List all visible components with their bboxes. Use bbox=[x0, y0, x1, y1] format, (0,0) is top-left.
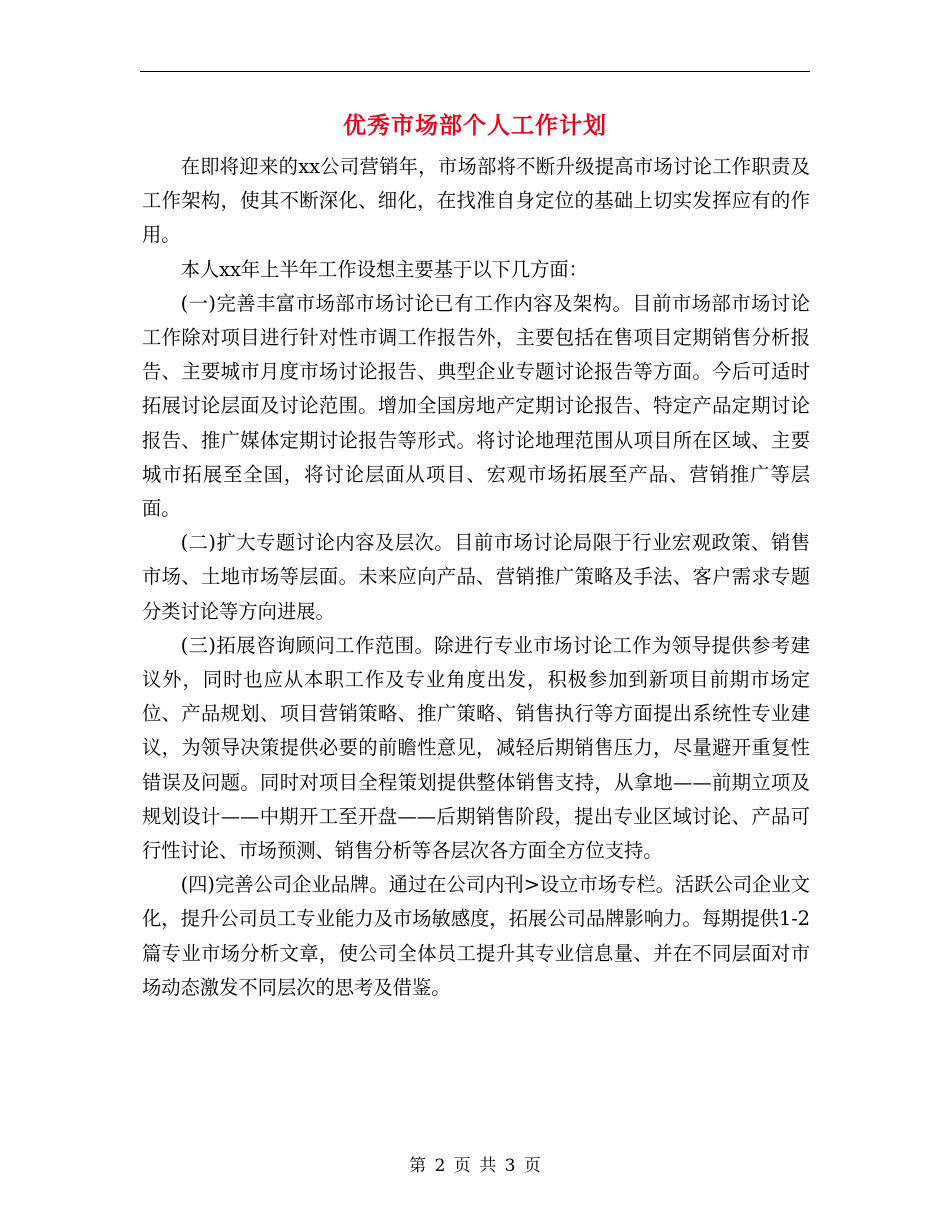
paragraph-item-3: (三)拓展咨询顾问工作范围。除进行专业市场讨论工作为领导提供参考建议外，同时也应从本职工作及专业角度出发，积极参加到新项目前期市场定位、产品规划、项目营销策略、推广策略、销售执行等方面提出系统性专业建议，为领导决策提供必要的前瞻性意见，减轻后期销售压力，尽量避开重复性错误及问题。同时对项目全程策划提供整体销售支持，从拿地——前期立项及规划设计——中期开工至开盘——后期销售阶段，提出专业区域讨论、产品可行性讨论、市场预测、销售分析等各层次各方面全方位支持。 bbox=[142, 633, 810, 863]
page-number-footer: 第 2 页 共 3 页 bbox=[409, 1156, 541, 1176]
paragraph-item-1: (一)完善丰富市场部市场讨论已有工作内容及架构。目前市场部市场讨论工作除对项目进行针对性市调工作报告外，主要包括在售项目定期销售分析报告、主要城市月度市场讨论报告、典型企业专题讨论报告等方面。今后可适时拓展讨论层面及讨论范围。增加全国房地产定期讨论报告、特定产品定期讨论报告、推广媒体定期讨论报告等形式。将讨论地理范围从项目所在区域、主要城市拓展至全国，将讨论层面从项目、宏观市场拓展至产品、营销推广等层面。 bbox=[142, 291, 810, 521]
paragraph-item-2: (二)扩大专题讨论内容及层次。目前市场讨论局限于行业宏观政策、销售市场、土地市场等层面。未来应向产品、营销推广策略及手法、客户需求专题分类讨论等方向进展。 bbox=[142, 531, 810, 623]
paragraph-item-4: (四)完善公司企业品牌。通过在公司内刊>设立市场专栏。活跃公司企业文化，提升公司员工专业能力及市场敏感度，拓展公司品牌影响力。每期提供1-2篇专业市场分析文章，使公司全体员工提升其专业信息量、并在不同层面对市场动态激发不同层次的思考及借鉴。 bbox=[142, 873, 810, 999]
paragraph-overview: 本人xx年上半年工作设想主要基于以下几方面： bbox=[180, 257, 588, 281]
header-rule bbox=[140, 71, 810, 72]
document-body bbox=[142, 150, 810, 1005]
document-title: 优秀市场部个人工作计划 bbox=[343, 112, 607, 139]
paragraph-intro: 在即将迎来的xx公司营销年，市场部将不断升级提高市场讨论工作职责及工作架构，使其不断深化、细化，在找准自身定位的基础上切实发挥应有的作用。 bbox=[142, 155, 810, 247]
